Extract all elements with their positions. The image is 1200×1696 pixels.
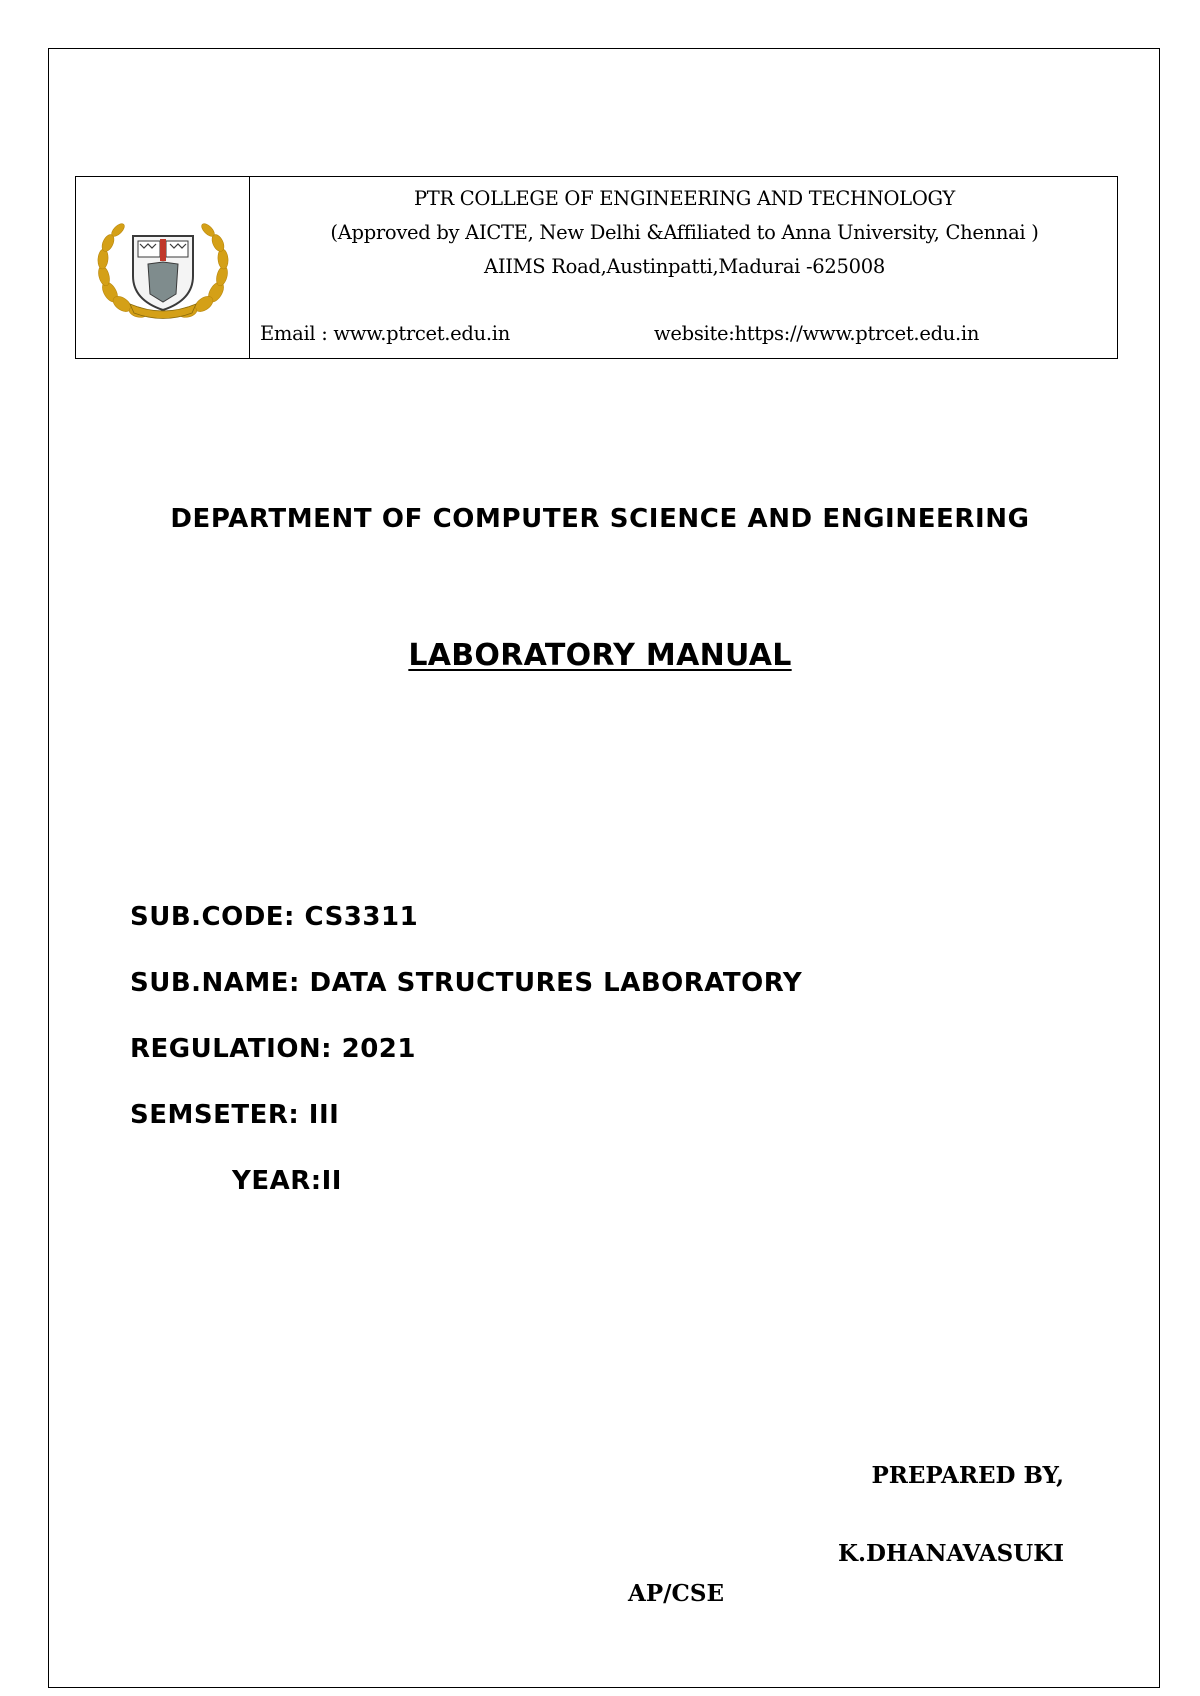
prepared-by-label: PREPARED BY, — [871, 1462, 1064, 1489]
semester: SEMSETER: III — [130, 1100, 340, 1130]
manual-title: LABORATORY MANUAL — [408, 638, 792, 673]
year: YEAR:II — [232, 1166, 342, 1196]
college-address: AIIMS Road,Austinpatti,Madurai -625008 — [484, 255, 885, 278]
college-name: PTR COLLEGE OF ENGINEERING AND TECHNOLOGY — [413, 187, 956, 210]
logo-cell — [76, 177, 250, 358]
manual-title-wrapper — [0, 638, 1200, 673]
college-header-table — [75, 176, 1118, 359]
subject-code: SUB.CODE: CS3311 — [130, 902, 419, 932]
college-approval: (Approved by AICTE, New Delhi &Affiliated to Anna University, Chennai ) — [330, 221, 1039, 244]
college-logo-icon — [88, 214, 238, 324]
preparer-designation: AP/CSE — [628, 1580, 724, 1607]
college-email: Email : www.ptrcet.edu.in — [260, 322, 510, 345]
regulation: REGULATION: 2021 — [130, 1034, 416, 1064]
college-website: website:https://www.ptrcet.edu.in — [654, 322, 980, 345]
subject-name: SUB.NAME: DATA STRUCTURES LABORATORY — [130, 968, 803, 998]
page-border-bottom — [48, 1687, 1160, 1688]
preparer-name: K.DHANAVASUKI — [837, 1540, 1064, 1567]
department-title: DEPARTMENT OF COMPUTER SCIENCE AND ENGINEERING — [170, 504, 1030, 534]
